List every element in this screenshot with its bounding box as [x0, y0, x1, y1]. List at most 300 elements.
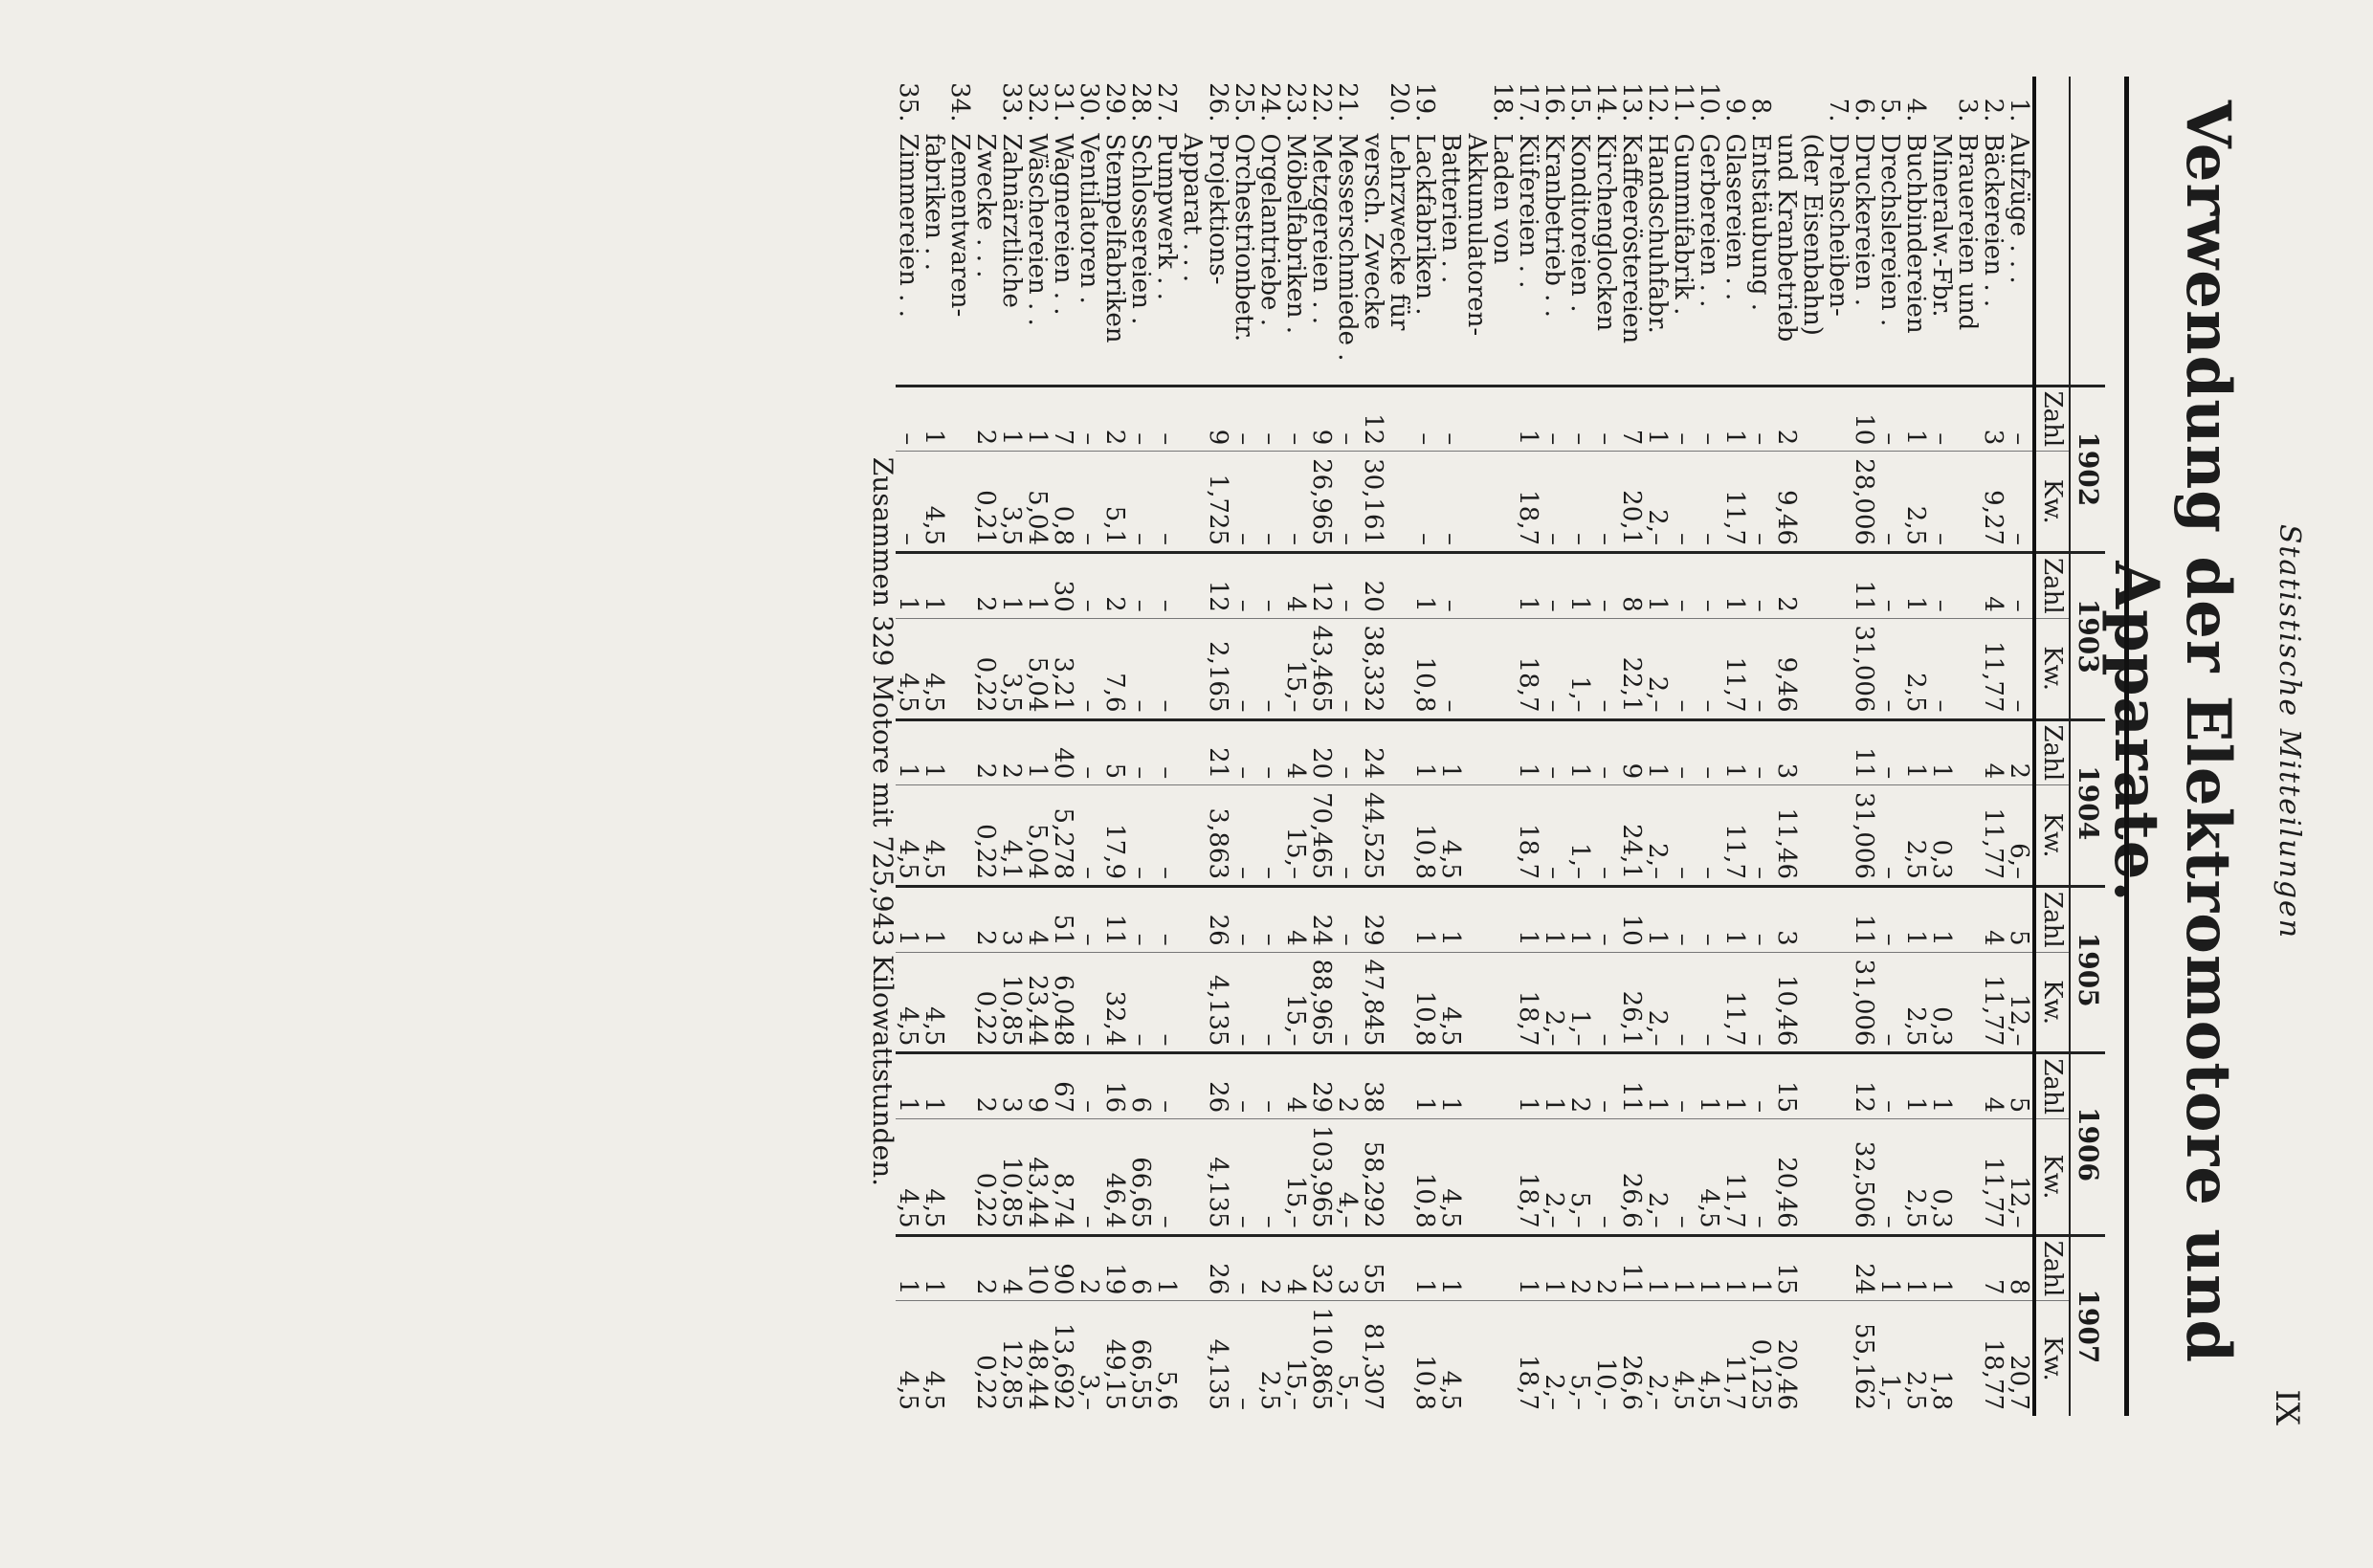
kw-cell: – — [1671, 452, 1697, 553]
kw-cell: – — [1877, 952, 1903, 1053]
kw-cell: 11,77 — [1981, 952, 2007, 1053]
row-label: Aufzüge . . . — [2005, 133, 2034, 284]
zahl-cell: 1 — [1412, 719, 1438, 785]
row-index: 32. — [1023, 82, 1053, 122]
zahl-cell: 1 — [1412, 886, 1438, 952]
kw-cell — [1180, 785, 1206, 887]
kw-cell — [1464, 785, 1490, 887]
kw-cell: 4,5 — [921, 1301, 947, 1416]
zahl-cell: 1 — [1567, 719, 1593, 785]
kw-cell: – — [1671, 952, 1697, 1053]
row-index: 6. — [1850, 98, 1879, 122]
row-label: Metzgereien . . — [1307, 133, 1337, 324]
kw-cell — [947, 952, 973, 1053]
kw-cell: 11,77 — [1981, 1119, 2007, 1236]
zahl-cell: 6 — [1128, 1235, 1154, 1301]
zahl-cell: – — [1335, 886, 1361, 952]
kw-cell: 9,27 — [1981, 452, 2007, 553]
zahl-cell: 10 — [1025, 1235, 1051, 1301]
zahl-cell: 2 — [2007, 719, 2034, 785]
zahl-cell: 1 — [1645, 386, 1671, 452]
kw-cell: 6,– — [2007, 785, 2034, 887]
kw-cell: 18,7 — [1516, 952, 1541, 1053]
zahl-cell: 1 — [1567, 553, 1593, 619]
zahl-cell — [1180, 386, 1206, 452]
table-row — [1541, 77, 1567, 1416]
table-body — [869, 77, 2034, 1416]
table-row — [947, 77, 973, 1416]
table-row — [921, 77, 947, 1416]
kw-cell — [1386, 785, 1412, 887]
row-label: Stempelfabriken — [1100, 133, 1130, 343]
row-index: 33. — [997, 82, 1027, 122]
zahl-cell: 15 — [1774, 1235, 1800, 1301]
kw-cell — [1490, 452, 1516, 553]
kw-cell — [1800, 452, 1826, 553]
row-index: 17. — [1514, 82, 1543, 122]
kw-cell: – — [1076, 785, 1102, 887]
table-row — [1722, 77, 1748, 1416]
zahl-cell — [1180, 719, 1206, 785]
zahl-cell: – — [1748, 719, 1774, 785]
zahl-cell — [1464, 886, 1490, 952]
kw-cell: 20,1 — [1619, 452, 1645, 553]
zahl-cell: 19 — [1102, 1235, 1128, 1301]
kw-cell: 4,5 — [1697, 1301, 1722, 1416]
kw-cell: 5,– — [1567, 1301, 1593, 1416]
kw-cell — [1800, 785, 1826, 887]
zahl-cell: 1 — [1903, 386, 1929, 452]
kw-cell: 46,4 — [1102, 1119, 1128, 1236]
kw-cell: – — [1231, 452, 1257, 553]
kw-cell: 5,– — [1335, 1301, 1361, 1416]
kw-cell: 18,7 — [1516, 1301, 1541, 1416]
row-label: und Kranbetrieb — [1772, 133, 1802, 342]
kw-cell — [1800, 952, 1826, 1053]
kw-cell: 2,5 — [1903, 952, 1929, 1053]
table-row — [1490, 77, 1516, 1416]
row-label: Handschuhfabr. — [1643, 133, 1673, 334]
zahl-cell: 8 — [1619, 553, 1645, 619]
kw-cell: 43,44 — [1025, 1119, 1051, 1236]
row-index: 8. — [1746, 98, 1776, 122]
row-label: Projektions- — [1204, 133, 1233, 285]
kw-header: Kw. — [2034, 1301, 2070, 1416]
zahl-cell: 1 — [1541, 1235, 1567, 1301]
kw-cell: 49,15 — [1102, 1301, 1128, 1416]
zahl-cell — [1490, 1053, 1516, 1119]
zahl-cell: 4 — [1283, 553, 1309, 619]
kw-cell: 1,– — [1567, 618, 1593, 719]
zahl-cell: 2 — [973, 1235, 999, 1301]
zahl-cell: 1 — [921, 386, 947, 452]
zahl-cell: – — [1128, 719, 1154, 785]
kw-cell: 70,465 — [1309, 785, 1335, 887]
row-label: Apparat . . . — [1178, 133, 1208, 283]
zahl-cell — [947, 1053, 973, 1119]
kw-cell: 10,8 — [1412, 618, 1438, 719]
kw-cell: – — [1257, 1119, 1283, 1236]
kw-cell: 6,048 — [1051, 952, 1076, 1053]
row-label: Gerbereien . . — [1695, 133, 1724, 308]
zahl-cell: 1 — [1877, 1235, 1903, 1301]
kw-cell: 4,5 — [921, 952, 947, 1053]
kw-cell: 7,6 — [1102, 618, 1128, 719]
zahl-cell: – — [1748, 553, 1774, 619]
kw-cell: – — [1128, 452, 1154, 553]
zahl-cell — [1826, 1235, 1852, 1301]
zahl-cell: – — [1257, 719, 1283, 785]
row-index: 24. — [1255, 82, 1285, 122]
row-index — [1464, 77, 1490, 127]
zahl-cell: – — [1257, 553, 1283, 619]
kw-cell: – — [1154, 952, 1180, 1053]
row-label: Batterien . . — [1436, 133, 1466, 284]
zahl-cell: 1 — [1722, 1053, 1748, 1119]
kw-cell: – — [1697, 452, 1722, 553]
kw-cell: – — [1593, 1119, 1619, 1236]
zahl-cell: 4 — [1981, 886, 2007, 952]
zahl-cell: 2 — [1102, 553, 1128, 619]
table-row — [1257, 77, 1283, 1416]
kw-cell: – — [1697, 952, 1722, 1053]
zahl-cell — [1826, 386, 1852, 452]
kw-cell: – — [1877, 452, 1903, 553]
kw-cell — [1386, 1119, 1412, 1236]
kw-cell: 4,5 — [896, 618, 921, 719]
zahl-cell: – — [1697, 386, 1722, 452]
zahl-cell: 51 — [1051, 886, 1076, 952]
kw-cell: 4,5 — [921, 618, 947, 719]
zahl-cell: 1 — [1154, 1235, 1180, 1301]
kw-cell: 88,965 — [1309, 952, 1335, 1053]
row-label: (der Eisenbahn) — [1798, 133, 1828, 336]
year-header: 1904 — [2070, 719, 2105, 886]
row-index: 11. — [1669, 82, 1698, 122]
table-row — [1231, 77, 1257, 1416]
row-label: Messerschmiede . — [1333, 133, 1363, 362]
zahl-header: Zahl — [2034, 1053, 2070, 1119]
year-header: 1906 — [2070, 1053, 2105, 1235]
zahl-cell: – — [1593, 553, 1619, 619]
zahl-cell: – — [1231, 886, 1257, 952]
kw-cell: 15,– — [1283, 1301, 1309, 1416]
kw-cell: 11,7 — [1722, 618, 1748, 719]
zahl-cell: 1 — [1722, 719, 1748, 785]
kw-cell: 4,5 — [1438, 785, 1464, 887]
row-label: Zementwaren- — [945, 133, 975, 318]
zahl-cell — [1800, 386, 1826, 452]
kw-cell — [1386, 1301, 1412, 1416]
zahl-cell: 7 — [1981, 1235, 2007, 1301]
row-index — [1929, 77, 1955, 127]
zahl-cell: 2 — [1567, 1053, 1593, 1119]
row-label: Kranbetrieb . . — [1540, 133, 1569, 318]
zahl-cell: 2 — [1076, 1235, 1102, 1301]
year-header-row — [2070, 77, 2105, 1416]
table-row — [896, 77, 921, 1416]
zahl-cell: 1 — [1722, 886, 1748, 952]
kw-cell: 1,– — [1567, 785, 1593, 887]
kw-cell: 43,465 — [1309, 618, 1335, 719]
zahl-cell — [1826, 1053, 1852, 1119]
zahl-cell — [1800, 719, 1826, 785]
table-row — [1877, 77, 1903, 1416]
kw-cell: – — [1335, 952, 1361, 1053]
zahl-cell: 9 — [1619, 719, 1645, 785]
total-text: Zusammen 329 Motore mit 725,943 Kilowattstunden. — [867, 456, 898, 1187]
zahl-cell: 1 — [1722, 386, 1748, 452]
kw-cell: 15,– — [1283, 618, 1309, 719]
row-index — [1361, 77, 1386, 127]
row-index: 34. — [945, 82, 975, 122]
zahl-cell: 8 — [2007, 1235, 2034, 1301]
zahl-cell: 4 — [1283, 719, 1309, 785]
zahl-cell — [1464, 1053, 1490, 1119]
kw-cell: 4,5 — [1697, 1119, 1722, 1236]
table-row — [1800, 77, 1826, 1416]
zahl-cell — [1386, 1235, 1412, 1301]
zahl-cell: 24 — [1309, 886, 1335, 952]
zahl-cell: 2 — [973, 386, 999, 452]
zahl-cell: 7 — [1619, 386, 1645, 452]
zahl-cell: – — [1593, 719, 1619, 785]
table-row — [1412, 77, 1438, 1416]
zahl-cell — [1800, 1235, 1826, 1301]
zahl-cell: 1 — [1929, 719, 1955, 785]
kw-cell: 2,– — [1645, 1119, 1671, 1236]
zahl-cell: 1 — [1025, 553, 1051, 619]
zahl-cell: 2 — [973, 886, 999, 952]
zahl-cell: – — [1231, 1053, 1257, 1119]
table-row — [1180, 77, 1206, 1416]
zahl-cell: 1 — [1903, 886, 1929, 952]
kw-cell: 5,04 — [1025, 618, 1051, 719]
zahl-cell: – — [1128, 886, 1154, 952]
zahl-cell: – — [1154, 386, 1180, 452]
zahl-cell: – — [1748, 1053, 1774, 1119]
zahl-cell — [1826, 719, 1852, 785]
zahl-cell: – — [1697, 886, 1722, 952]
zahl-cell: – — [1076, 386, 1102, 452]
row-label: Orgelantriebe . — [1255, 133, 1285, 326]
table-row — [1335, 77, 1361, 1416]
zahl-cell: – — [1154, 719, 1180, 785]
row-index: 1. — [2005, 98, 2034, 122]
total-row — [869, 77, 896, 1416]
kw-cell — [1464, 1119, 1490, 1236]
kw-cell: 10,8 — [1412, 1301, 1438, 1416]
kw-cell: 0,22 — [973, 1119, 999, 1236]
zahl-cell: 4 — [999, 1235, 1025, 1301]
zahl-cell: – — [2007, 386, 2034, 452]
zahl-cell: 3 — [1335, 1235, 1361, 1301]
table-row — [1309, 77, 1335, 1416]
zahl-cell: 9 — [1206, 386, 1231, 452]
kw-cell: – — [1929, 452, 1955, 553]
table-row — [2007, 77, 2034, 1416]
row-index: 20. — [1385, 82, 1414, 122]
zahl-cell: – — [1231, 553, 1257, 619]
zahl-cell: 1 — [896, 1053, 921, 1119]
kw-header: Kw. — [2034, 452, 2070, 553]
table-row — [973, 77, 999, 1416]
zahl-cell: 10 — [1619, 886, 1645, 952]
kw-cell: 2,– — [1645, 1301, 1671, 1416]
zahl-cell: – — [1128, 553, 1154, 619]
kw-cell: 18,7 — [1516, 452, 1541, 553]
zahl-cell: 1 — [1903, 719, 1929, 785]
row-label: Brauereien und — [1953, 133, 1983, 331]
kw-cell: 22,1 — [1619, 618, 1645, 719]
kw-cell: 11,7 — [1722, 952, 1748, 1053]
kw-cell — [1826, 952, 1852, 1053]
zahl-cell: 11 — [1619, 1235, 1645, 1301]
kw-cell: 10,46 — [1774, 952, 1800, 1053]
kw-cell: – — [1076, 452, 1102, 553]
kw-cell: 0,21 — [973, 452, 999, 553]
row-label: Wäschereien . . — [1023, 133, 1053, 326]
kw-cell: 31,006 — [1852, 952, 1877, 1053]
kw-cell: 4,5 — [921, 1119, 947, 1236]
row-label: Zahnärztliche — [997, 133, 1027, 308]
kw-cell: 10,85 — [999, 952, 1025, 1053]
zahl-cell: – — [1154, 553, 1180, 619]
zahl-cell: 3 — [999, 886, 1025, 952]
kw-cell — [1180, 618, 1206, 719]
table-row — [1748, 77, 1774, 1416]
zahl-cell — [1826, 886, 1852, 952]
zahl-cell: 1 — [1645, 1235, 1671, 1301]
kw-cell: 4,5 — [921, 785, 947, 887]
zahl-cell: 1 — [1516, 719, 1541, 785]
kw-cell: 55,162 — [1852, 1301, 1877, 1416]
row-label: Drechslereien . — [1875, 133, 1905, 327]
kw-cell: – — [1231, 1119, 1257, 1236]
table-row — [1955, 77, 1981, 1416]
zahl-cell: 20 — [1361, 553, 1386, 619]
zahl-cell: 90 — [1051, 1235, 1076, 1301]
row-index: 9. — [1720, 98, 1750, 122]
zahl-header: Zahl — [2034, 886, 2070, 952]
kw-cell: – — [1541, 618, 1567, 719]
kw-cell: 2,5 — [1903, 452, 1929, 553]
kw-cell: 12,85 — [999, 1301, 1025, 1416]
zahl-cell: 12 — [1361, 386, 1386, 452]
page-number: IX — [2268, 1389, 2306, 1425]
table-row — [1025, 77, 1051, 1416]
kw-cell: – — [1697, 785, 1722, 887]
zahl-cell: – — [1335, 553, 1361, 619]
kw-cell: 24,1 — [1619, 785, 1645, 887]
zahl-cell: 1 — [1903, 553, 1929, 619]
zahl-cell: 4 — [1981, 1053, 2007, 1119]
kw-cell: 11,7 — [1722, 1119, 1748, 1236]
zahl-cell: 3 — [999, 1053, 1025, 1119]
kw-cell: – — [1593, 785, 1619, 887]
kw-cell — [1386, 952, 1412, 1053]
zahl-cell: 1 — [1025, 719, 1051, 785]
zahl-cell: 67 — [1051, 1053, 1076, 1119]
kw-cell: – — [1257, 785, 1283, 887]
row-label: Möbelfabriken . — [1281, 133, 1311, 335]
kw-cell: 2,– — [1645, 952, 1671, 1053]
row-index: 13. — [1617, 82, 1647, 122]
kw-cell: 20,46 — [1774, 1301, 1800, 1416]
row-index: 3. — [1953, 98, 1983, 122]
zahl-cell: 4 — [1025, 886, 1051, 952]
kw-cell: 26,965 — [1309, 452, 1335, 553]
kw-cell: – — [2007, 618, 2034, 719]
kw-cell: 10,– — [1593, 1301, 1619, 1416]
row-index: 35. — [894, 82, 923, 122]
rotated-page-content — [421, 38, 2335, 1521]
row-index: 12. — [1643, 82, 1673, 122]
kw-cell: 4,5 — [1438, 1301, 1464, 1416]
zahl-cell — [1955, 1235, 1981, 1301]
kw-cell — [947, 1119, 973, 1236]
kw-cell: – — [1593, 952, 1619, 1053]
year-header: 1903 — [2070, 553, 2105, 719]
kw-cell: 26,1 — [1619, 952, 1645, 1053]
zahl-cell: 1 — [1722, 1235, 1748, 1301]
row-label: versch. Zwecke — [1359, 133, 1388, 330]
kw-cell — [1800, 1301, 1826, 1416]
kw-cell: – — [1671, 618, 1697, 719]
kw-cell: 10,8 — [1412, 785, 1438, 887]
zahl-cell — [1955, 1053, 1981, 1119]
kw-cell: 15,– — [1283, 1119, 1309, 1236]
zahl-cell: 5 — [2007, 1053, 2034, 1119]
zahl-cell: 21 — [1206, 719, 1231, 785]
kw-cell: 9,46 — [1774, 618, 1800, 719]
kw-cell — [1800, 618, 1826, 719]
kw-cell: 1,8 — [1929, 1301, 1955, 1416]
zahl-cell — [1490, 386, 1516, 452]
zahl-cell — [1955, 886, 1981, 952]
zahl-cell — [947, 1235, 973, 1301]
kw-cell: 10,85 — [999, 1119, 1025, 1236]
kw-cell: 12,– — [2007, 952, 2034, 1053]
kw-cell: 103,965 — [1309, 1119, 1335, 1236]
zahl-header: Zahl — [2034, 386, 2070, 452]
zahl-cell: 26 — [1206, 1235, 1231, 1301]
kw-cell: 13,692 — [1051, 1301, 1076, 1416]
kw-cell: 12,– — [2007, 1119, 2034, 1236]
kw-cell: 47,845 — [1361, 952, 1386, 1053]
top-rule — [2124, 77, 2129, 1416]
kw-cell: – — [1438, 618, 1464, 719]
kw-cell: 31,006 — [1852, 785, 1877, 887]
zahl-cell: – — [1593, 1053, 1619, 1119]
zahl-cell: – — [1154, 1053, 1180, 1119]
zahl-cell: – — [1877, 386, 1903, 452]
zahl-cell: 2 — [1774, 553, 1800, 619]
kw-cell: – — [1567, 452, 1593, 553]
kw-cell — [1464, 618, 1490, 719]
row-index: 25. — [1230, 82, 1259, 122]
row-label: Lackfabriken . — [1410, 133, 1440, 316]
kw-cell — [1180, 1301, 1206, 1416]
zahl-cell: – — [1283, 386, 1309, 452]
kw-cell: 11,7 — [1722, 452, 1748, 553]
zahl-cell: 1 — [1438, 1235, 1464, 1301]
row-index — [973, 77, 999, 127]
zahl-cell: 2 — [1774, 386, 1800, 452]
kw-cell: – — [1257, 618, 1283, 719]
table-row — [1076, 77, 1102, 1416]
kw-cell: 48,44 — [1025, 1301, 1051, 1416]
